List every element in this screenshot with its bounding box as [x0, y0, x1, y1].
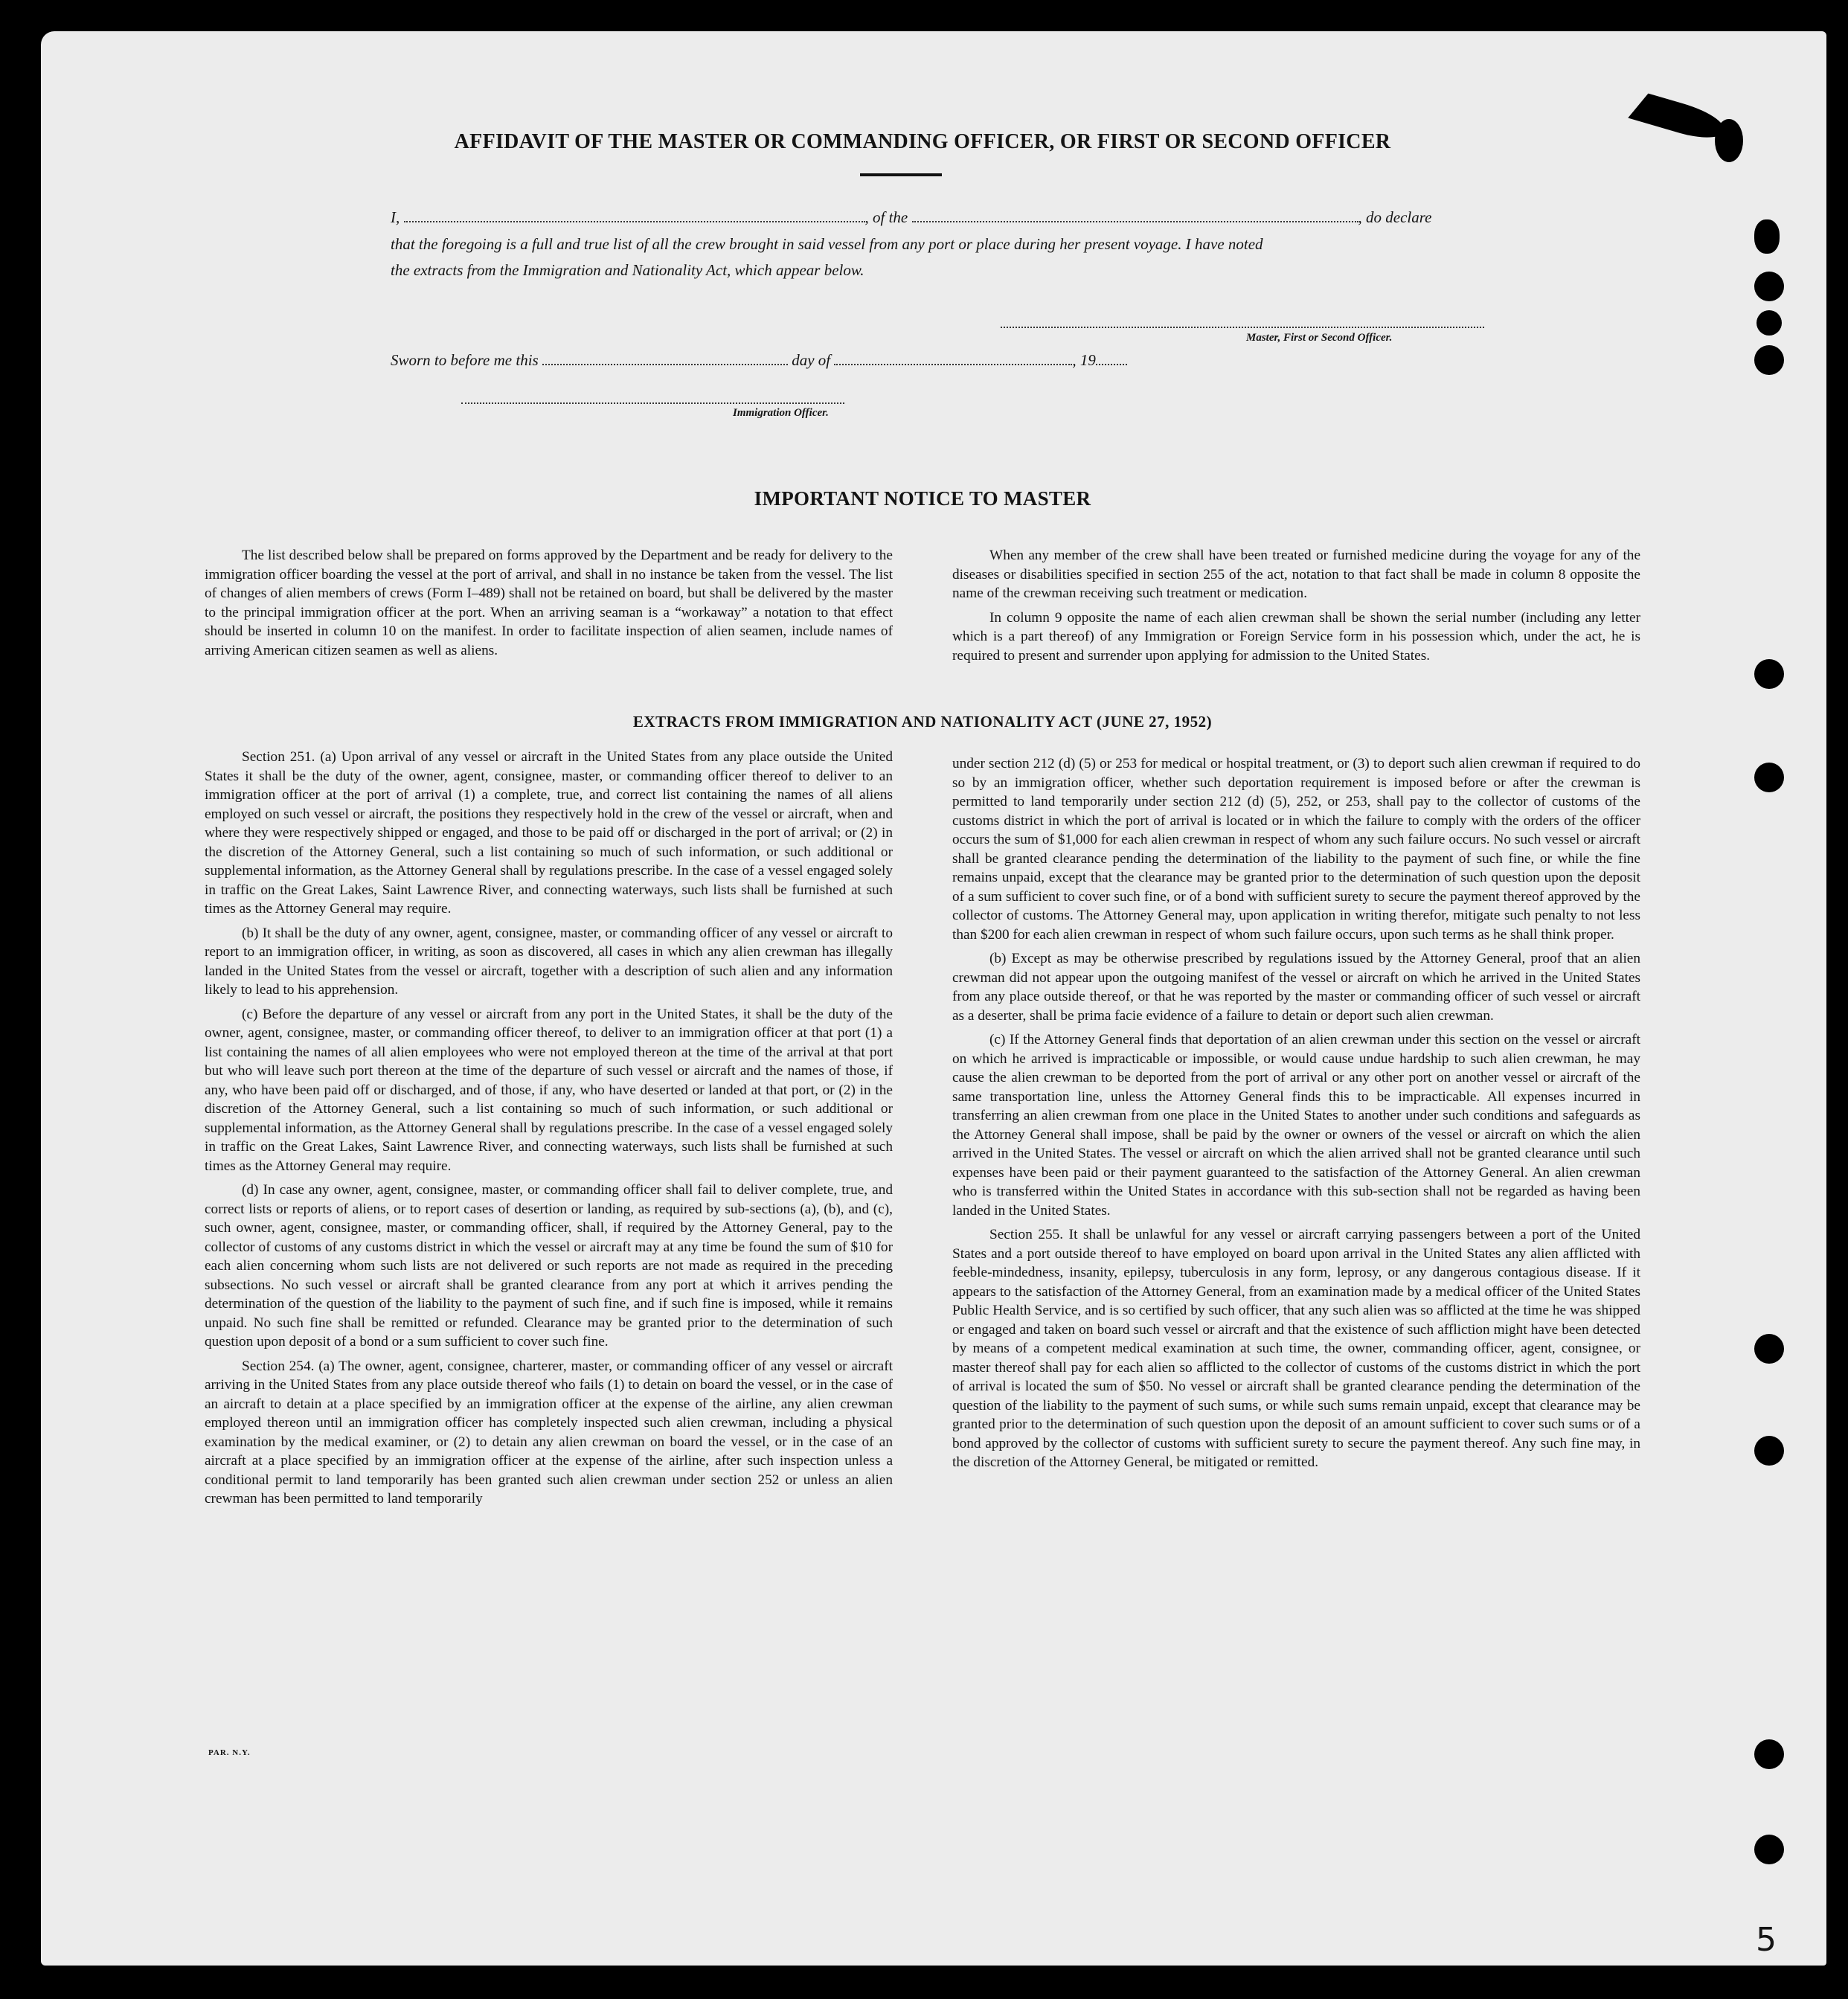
notice-title: IMPORTANT NOTICE TO MASTER	[754, 487, 1091, 510]
declarant-name-field	[404, 220, 865, 222]
notice-right-paragraph-1: When any member of the crew shall have been treated or furnished medicine during the voyage for any of the diseases or disabilities specified in section 255 of the act, notation to that fact shall be made in column 8 opposite the name of the crewman receiving such treatment or medication.	[952, 548, 1640, 601]
do-declare-label: , do declare	[1358, 208, 1432, 226]
sworn-year-field	[1096, 363, 1127, 365]
notice-left-column	[205, 546, 893, 660]
notice-left-paragraph: The list described below shall be prepared on forms approved by the Department and be ready for delivery to the immigration officer boarding the vessel at the port of arrival, and shall in no instance be taken from the vessel. The list of changes of alien members of crews (Form I–489) shall not be retained on board, but shall be delivered by the master to the principal immigration officer at the port. When an arriving seaman is a “workaway” a notation to that effect should be inserted in column 10 on the manifest. In order to facilitate inspection of alien seamen, include names of arriving American citizen seamen as well as aliens.	[205, 548, 893, 658]
punch-hole	[1754, 345, 1784, 375]
declaration-line-2: that the foregoing is a full and true list of all the crew brought in said vessel from any port or place during her present voyage. I have noted	[391, 235, 1263, 253]
sworn-line	[391, 347, 1127, 373]
punch-hole	[1754, 1835, 1784, 1864]
sworn-prefix: Sworn to before me this	[391, 351, 539, 369]
year-prefix-label: , 19	[1072, 351, 1096, 369]
punch-hole	[1754, 272, 1784, 301]
section-254c: (c) If the Attorney General finds that deportation of an alien crewman under this section on the vessel or aircraft on which he arrived is impracticable or impossible, or would cause undue hardship to such alien crewman, he may cause the alien crewman to be deported from the port of arrival or any other port on another vessel or aircraft of the same transportation line, unless the Attorney General finds this to be impracticable. All expenses incurred in transferring an alien crewman from one place in the United States to another under such conditions and safeguards as the Attorney General shall impose, shall be paid by the owner or owners of the vessel or aircraft on which the alien arrived in the United States. The vessel or aircraft on which the alien arrived shall not be granted clearance until such expenses have been paid or their payment guaranteed to the satisfaction of the Attorney General. An alien crewman who is transferred within the United States in accordance with this sub-section shall not be regarded as having been landed in the United States.	[952, 1032, 1640, 1219]
notice-right-paragraph-2: In column 9 opposite the name of each alien crewman shall be shown the serial number (including any letter which is a part thereof) of any Immigration or Foreign Service form in his possession which, under the act, he is required to present and surrender upon applying for admission to the United States.	[952, 609, 1640, 664]
sworn-day-field	[542, 363, 788, 365]
section-254a-continued: under section 212 (d) (5) or 253 for medical or hospital treatment, or (3) to deport such alien crewman if required to do so by an immigration officer, whether such deportation requirement is imposed before or after the crewman is permitted to land temporarily under section 212 (d) (5), 252, or 253, shall pay to the collector of customs of the customs district in which the port of arrival is located or in which the failure to comply with the orders of the officer occurs the sum of $1,000 for each alien crewman in respect of whom any such failure occurs. No such vessel or aircraft shall be granted clearance pending the determination of the liability to the payment of such fine, or while the fine remains unpaid, except that the clearance may be granted prior to the determination of such question upon the deposit of a sum sufficient to cover such fine, or of a bond with sufficient surety to secure the payment thereof approved by the collector of customs. The Attorney General may, upon application in writing therefor, mitigate such penalty to not less than $200 for each alien crewman in respect of whom such failure occurs, upon such terms as he shall think proper.	[952, 756, 1640, 943]
title-rule	[860, 173, 942, 176]
master-signature-line	[1001, 327, 1484, 328]
affidavit-title: AFFIDAVIT OF THE MASTER OR COMMANDING OFFICER, OR FIRST OR SECOND OFFICER	[454, 130, 1391, 153]
section-251d: (d) In case any owner, agent, consignee, master, or commanding officer shall fail to deliver complete, true, and correct lists or reports of aliens, or to report cases of desertion or landing, as required by sub-sections (a), (b), and (c), such owner, agent, consignee, master, or commanding officer, shall, if required by the Attorney General, pay to the collector of customs of any customs district in which the vessel or aircraft may at any time be found the sum of $10 for each alien concerning whom such lists are not delivered or such reports are not made as required in the preceding subsections. No such vessel or aircraft shall be granted clearance from any port at which it arrives pending the determination of the question of the liability to the payment of such fine, and if such fine is imposed, while it remains unpaid. No such fine shall be remitted or refunded. Clearance may be granted prior to the determination of such question upon deposit of a bond or a sum sufficient to cover such fine.	[205, 1182, 893, 1350]
declarant-prefix: I,	[391, 208, 400, 226]
section-251b: (b) It shall be the duty of any owner, agent, consignee, master, or commanding officer of any vessel or aircraft to report to an immigration officer, in writing, as soon as discovered, all cases in which any alien crewman has illegally landed in the United States from the vessel or aircraft, together with a description of such alien and any information likely to lead to his apprehension.	[205, 925, 893, 998]
printer-imprint: PAR. N.Y.	[208, 1748, 251, 1757]
extracts-right-column	[952, 754, 1640, 1472]
form-sheet	[41, 31, 1826, 1966]
torn-corner-notch	[1715, 119, 1743, 162]
of-the-label: , of the	[864, 208, 908, 226]
master-signature-label: Master, First or Second Officer.	[1246, 332, 1393, 344]
section-254b: (b) Except as may be otherwise prescribed by regulations issued by the Attorney General, proof that an alien crewman did not appear upon the outgoing manifest of the vessel or aircraft on which he arrived in the United States from any place outside thereof, or that he was reported by the master or commanding officer of such vessel or aircraft as a deserter, shall be prima facie evidence of a failure to detain or deport such alien crewman.	[952, 951, 1640, 1024]
punch-hole	[1754, 763, 1784, 792]
day-of-label: day of	[792, 351, 831, 369]
punch-hole	[1754, 219, 1780, 254]
section-251c: (c) Before the departure of any vessel or aircraft from any port in the United States, it shall be the duty of the owner, agent, consignee, master, or commanding officer thereof, to deliver to an immigration officer at that port (1) a list containing the names of all alien employees who were not employed thereon at the time of the arrival at that port but who will leave such port thereon at the time of the departure of such vessel or aircraft and the names of those, if any, who have been paid off or discharged, and of those, if any, who have deserted or landed at that port, or (2) in the discretion of the Attorney General, such a list containing so much of such information, or such additional or supplemental information, as the Attorney General shall by regulations prescribe. In the case of a vessel engaged solely in traffic on the Great Lakes, Saint Lawrence River, and connecting waterways, such lists shall be furnished at such times as the Attorney General may require.	[205, 1006, 893, 1174]
declaration-line-3: the extracts from the Immigration and Nationality Act, which appear below.	[391, 261, 864, 279]
extracts-title: EXTRACTS FROM IMMIGRATION AND NATIONALITY ACT (JUNE 27, 1952)	[632, 713, 1213, 731]
officer-signature-line	[461, 402, 844, 404]
punch-hole	[1754, 1334, 1784, 1364]
punch-hole	[1754, 1436, 1784, 1466]
declaration-line-1	[391, 205, 1536, 230]
section-255: Section 255. It shall be unlawful for any vessel or aircraft carrying passengers between a port of the United States and a port outside thereof to have employed on board upon arrival in the United States any alien afflicted with feeble-mindedness, insanity, epilepsy, tuberculosis in any form, leprosy, or any dangerous contagious disease. If it appears to the satisfaction of the Attorney General, from an examination made by a medical officer of the United States Public Health Service, and is so certified by such officer, that any such alien was so afflicted at the time he was shipped or engaged and taken on board such vessel or aircraft and that the existence of such affliction might have been detected by means of a competent medical examination at such time, the owner, commanding officer, agent, consignee, or master thereof shall pay for each alien so afflicted to the collector of customs of the customs district in which the port of arrival is located the sum of $50. No vessel or aircraft shall be granted clearance pending the determination of the question of the liability to the payment of such sums, or while such sums remain unpaid, except that clearance may be granted prior to the determination of such question upon the deposit of an amount sufficient to cover such sums or of a bond approved by the collector of customs with sufficient surety to secure the payment thereof. Any such fine may, in the discretion of the Attorney General, be mitigated or remitted.	[952, 1227, 1640, 1470]
vessel-name-field	[912, 220, 1358, 222]
punch-hole	[1754, 659, 1784, 689]
sworn-month-field	[834, 363, 1072, 365]
punch-hole	[1754, 1739, 1784, 1769]
punch-hole	[1756, 310, 1782, 336]
notice-right-column	[952, 546, 1640, 665]
handwritten-page-number: 5	[1756, 1921, 1777, 1959]
extracts-left-column	[205, 748, 893, 1509]
section-251a: Section 251. (a) Upon arrival of any vessel or aircraft in the United States from any place outside the United States it shall be the duty of the owner, agent, consignee, master, or commanding officer thereof to deliver to an immigration officer at the port of arrival (1) a complete, true, and correct list containing the names of all aliens employed on such vessel or aircraft, the positions they respectively hold in the crew of the vessel or aircraft, when and where they were respectively shipped or engaged, and those to be paid off or discharged in the port of arrival; or (2) in the discretion of the Attorney General, such a list containing so much of such information, or such additional or supplemental information, as the Attorney General shall by regulations prescribe. In the case of a vessel engaged solely in traffic on the Great Lakes, Saint Lawrence River, and connecting waterways, such lists shall be furnished at such times as the Attorney General may require.	[205, 749, 893, 917]
section-254a: Section 254. (a) The owner, agent, consignee, charterer, master, or commanding officer of any vessel or aircraft arriving in the United States from any place outside thereof who fails (1) to detain on board the vessel, or in the case of an aircraft to detain at a place specified by an immigration officer at the expense of the airline, any alien crewman employed thereon until an immigration officer has completely inspected such alien crewman, including a physical examination by the medical examiner, or (2) to detain any alien crewman on board the vessel, or in the case of an aircraft at a place specified by an immigration officer at the expense of the airline, after such inspection unless a conditional permit to land temporarily has been granted such alien crewman under section 252 or unless an alien crewman has been permitted to land temporarily	[205, 1358, 893, 1507]
officer-signature-label: Immigration Officer.	[733, 407, 829, 419]
